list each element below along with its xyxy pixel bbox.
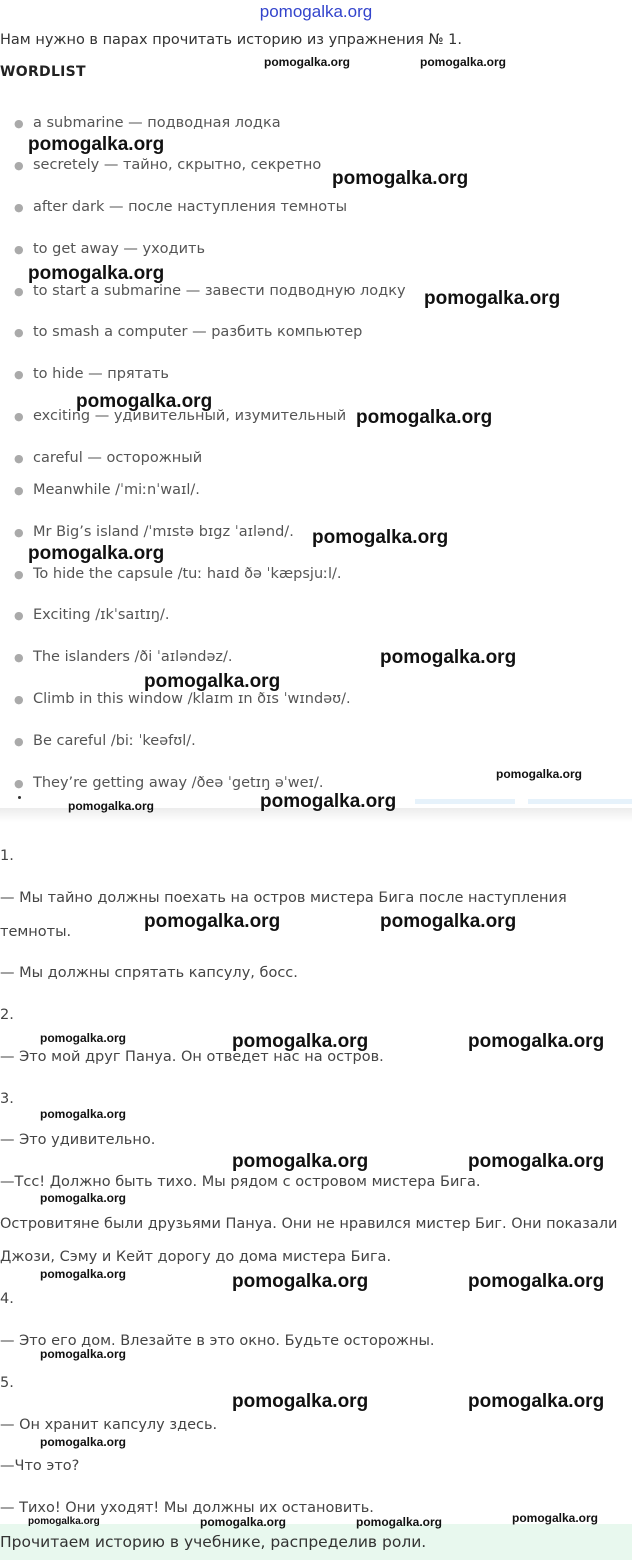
- bottom-note: Прочитаем историю в учебнике, распределив роли.: [0, 1533, 427, 1551]
- list-item: ● Meanwhile /ˈmiːnˈwaɪl/.: [14, 482, 200, 498]
- wordlist-heading: WORDLIST: [0, 64, 86, 80]
- watermark: pomogalka.org: [512, 1511, 599, 1525]
- list-item: ● to get away — уходить: [14, 241, 205, 257]
- list-item: ● to start a submarine — завести подводную лодку: [14, 283, 406, 299]
- dialogue-line: Островитяне были друзьями Пануа. Они не нравился мистер Биг. Они показали: [0, 1216, 618, 1232]
- bullet-icon: ●: [14, 326, 24, 339]
- list-item: ● careful — осторожный: [14, 450, 203, 466]
- watermark: pomogalka.org: [40, 1267, 127, 1281]
- watermark: pomogalka.org: [28, 1516, 100, 1527]
- bullet-icon: ●: [14, 693, 24, 706]
- list-item: ● Be careful /biː ˈkeəfʊl/.: [14, 733, 196, 749]
- watermark: pomogalka.org: [144, 671, 281, 692]
- watermark: pomogalka.org: [28, 134, 165, 155]
- dialogue-line: —Тсс! Должно быть тихо. Мы рядом с островом мистера Бига.: [0, 1174, 481, 1190]
- bullet-dot: [18, 796, 21, 799]
- list-item: ● to smash a computer — разбить компьютер: [14, 324, 363, 340]
- list-item: ● They’re getting away /ðeə ˈgetɪŋ əˈweɪ/.: [14, 775, 324, 791]
- list-item: ● a submarine — подводная лодка: [14, 115, 281, 131]
- watermark: pomogalka.org: [40, 1191, 127, 1205]
- list-item: ● to hide — прятать: [14, 366, 169, 382]
- watermark: pomogalka.org: [144, 911, 281, 932]
- bullet-icon: ●: [14, 368, 24, 381]
- watermark: pomogalka.org: [40, 1347, 127, 1361]
- bullet-icon: ●: [14, 452, 24, 465]
- dialogue-line: — Это мой друг Пануа. Он отведет нас на остров.: [0, 1049, 384, 1065]
- watermark: pomogalka.org: [260, 791, 397, 812]
- intro-text: Нам нужно в парах прочитать историю из упражнения № 1.: [0, 32, 462, 48]
- dialogue-line: — Это его дом. Влезайте в это окно. Будьте осторожны.: [0, 1333, 435, 1349]
- dialogue-line: Джози, Сэму и Кейт дорогу до дома мистера Бига.: [0, 1249, 392, 1265]
- bullet-icon: ●: [14, 243, 24, 256]
- watermark: pomogalka.org: [40, 1031, 127, 1045]
- list-item: ● exciting — удивительный, изумительный: [14, 408, 347, 424]
- dialogue-line: — Мы должны спрятать капсулу, босс.: [0, 965, 298, 981]
- watermark: pomogalka.org: [468, 1391, 605, 1412]
- watermark: pomogalka.org: [232, 1151, 369, 1172]
- dialogue-line: 1.: [0, 848, 14, 864]
- dialogue-line: 2.: [0, 1007, 14, 1023]
- bullet-icon: ●: [14, 410, 24, 423]
- watermark: pomogalka.org: [424, 288, 561, 309]
- divider-accent: [415, 799, 515, 804]
- divider-accent: [528, 799, 632, 804]
- bullet-icon: ●: [14, 568, 24, 581]
- list-item: ● secretely — тайно, скрытно, секретно: [14, 157, 322, 173]
- list-item: ● Climb in this window /klaɪm ɪn ðɪs ˈwɪndəʊ/.: [14, 691, 351, 707]
- bullet-icon: ●: [14, 735, 24, 748]
- bullet-icon: ●: [14, 609, 24, 622]
- watermark: pomogalka.org: [468, 1151, 605, 1172]
- watermark: pomogalka.org: [40, 1435, 127, 1449]
- watermark: pomogalka.org: [356, 1515, 443, 1529]
- list-item: ● To hide the capsule /tuː haɪd ðə ˈkæpsjuːl/.: [14, 566, 342, 582]
- bullet-icon: ●: [14, 285, 24, 298]
- watermark: pomogalka.org: [232, 1031, 369, 1052]
- bullet-icon: ●: [14, 651, 24, 664]
- dialogue-line: — Тихо! Они уходят! Мы должны их остановить.: [0, 1500, 374, 1516]
- watermark: pomogalka.org: [28, 263, 165, 284]
- list-item: ● Mr Big’s island /ˈmɪstə bɪgz ˈaɪlənd/.: [14, 524, 294, 540]
- bullet-icon: ●: [14, 159, 24, 172]
- watermark: pomogalka.org: [380, 647, 517, 668]
- watermark: pomogalka.org: [68, 799, 155, 813]
- watermark: pomogalka.org: [40, 1107, 127, 1121]
- dialogue-line: 5.: [0, 1375, 14, 1391]
- watermark: pomogalka.org: [232, 1271, 369, 1292]
- bullet-icon: ●: [14, 777, 24, 790]
- dialogue-line: 3.: [0, 1091, 14, 1107]
- dialogue-line: 4.: [0, 1291, 14, 1307]
- bullet-icon: ●: [14, 526, 24, 539]
- site-logo[interactable]: pomogalka.org: [259, 2, 373, 21]
- list-item: ● The islanders /ði ˈaɪləndəz/.: [14, 649, 233, 665]
- bullet-icon: ●: [14, 484, 24, 497]
- bullet-icon: ●: [14, 201, 24, 214]
- watermark: pomogalka.org: [496, 767, 583, 781]
- dialogue-line: — Он хранит капсулу здесь.: [0, 1417, 218, 1433]
- watermark: pomogalka.org: [264, 55, 351, 69]
- watermark: pomogalka.org: [420, 55, 507, 69]
- dialogue-line: —Что это?: [0, 1458, 80, 1474]
- watermark: pomogalka.org: [232, 1391, 369, 1412]
- watermark: pomogalka.org: [380, 911, 517, 932]
- dialogue-line: темноты.: [0, 924, 72, 940]
- watermark: pomogalka.org: [468, 1031, 605, 1052]
- watermark: pomogalka.org: [356, 407, 493, 428]
- watermark: pomogalka.org: [468, 1271, 605, 1292]
- list-item: ● Exciting /ɪkˈsaɪtɪŋ/.: [14, 607, 170, 623]
- watermark: pomogalka.org: [76, 391, 213, 412]
- dialogue-line: — Мы тайно должны поехать на остров мистера Бига после наступления: [0, 890, 567, 906]
- list-item: ● after dark — после наступления темноты: [14, 199, 348, 215]
- watermark: pomogalka.org: [332, 168, 469, 189]
- watermark: pomogalka.org: [28, 543, 165, 564]
- bullet-icon: ●: [14, 117, 24, 130]
- watermark: pomogalka.org: [312, 527, 449, 548]
- watermark: pomogalka.org: [200, 1515, 287, 1529]
- dialogue-line: — Это удивительно.: [0, 1132, 156, 1148]
